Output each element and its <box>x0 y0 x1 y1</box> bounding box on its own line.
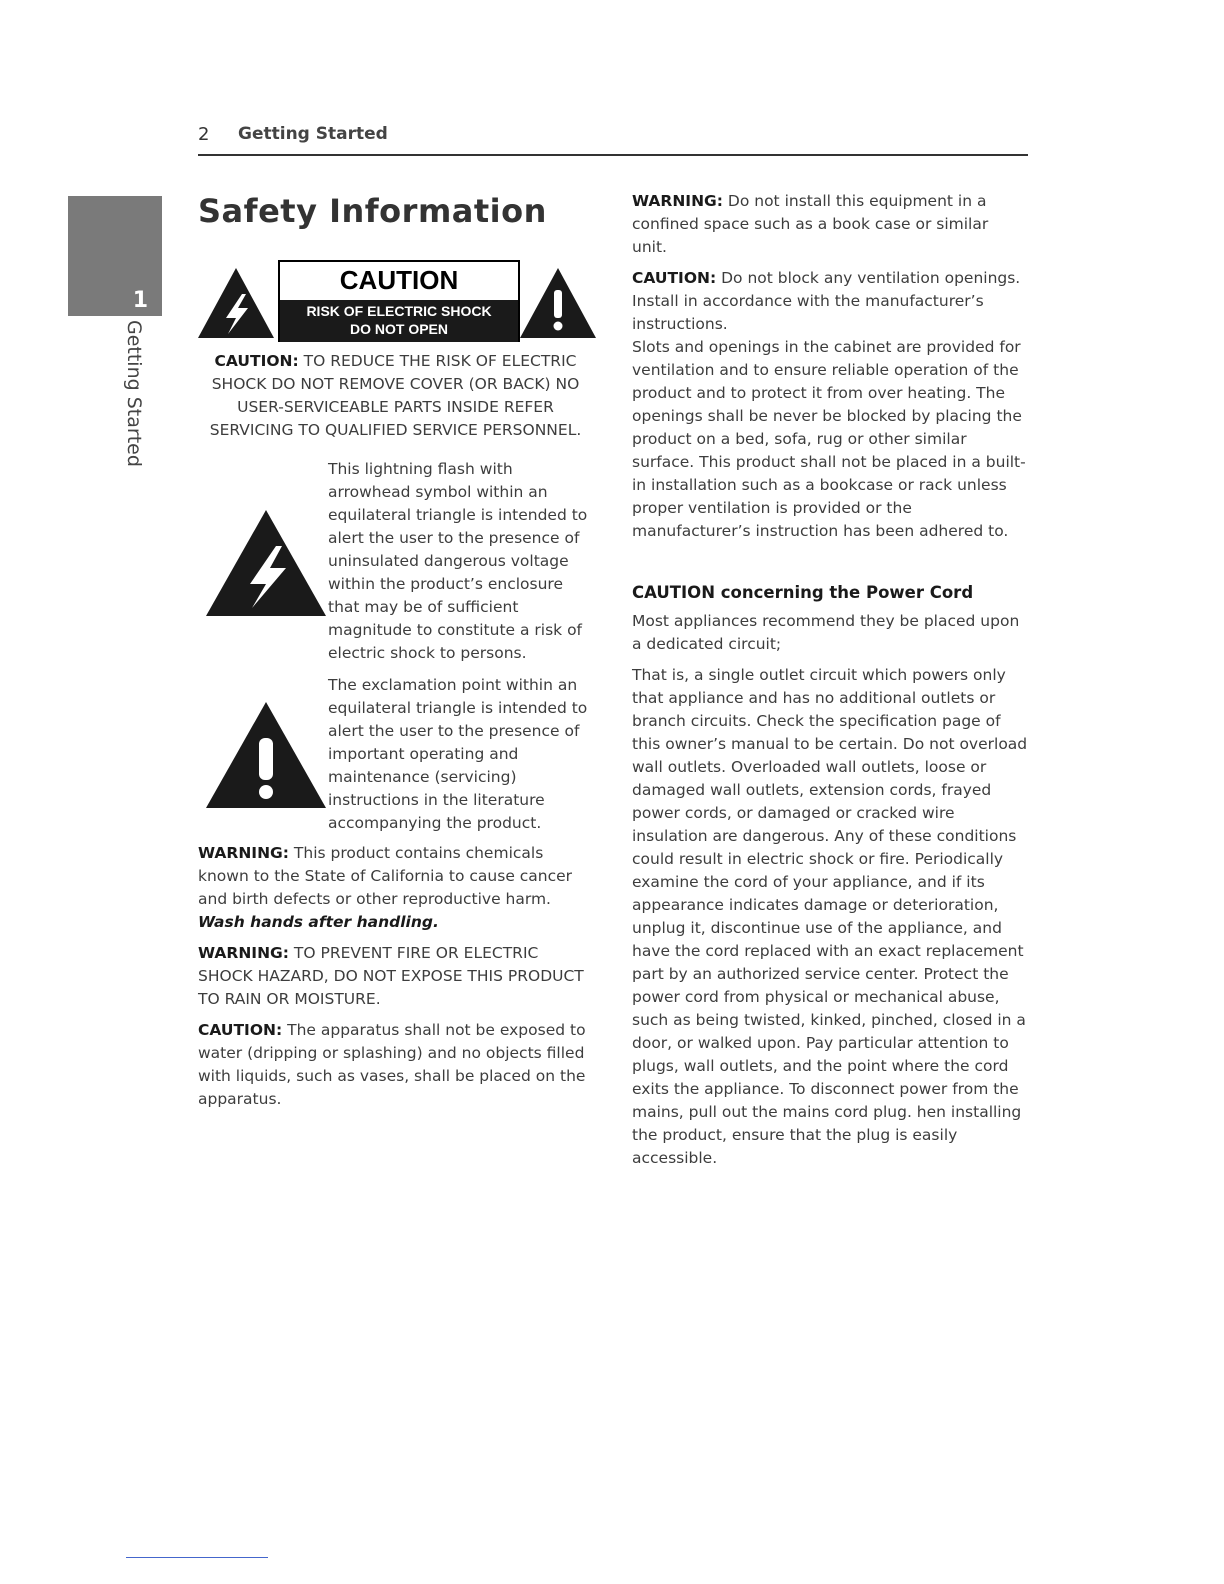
chapter-label: Getting Started <box>123 320 145 467</box>
lightning-warning-icon <box>198 268 274 338</box>
dedicated-circuit-paragraph: Most appliances recommend they be placed upon a dedicated circuit; <box>632 612 1020 653</box>
power-cord-heading: CAUTION concerning the Power Cord <box>632 583 974 602</box>
ventilation-caution <box>632 267 1028 336</box>
page-title: Safety Information <box>198 192 547 230</box>
lightning-triangle-icon <box>206 510 326 616</box>
caution-subtext <box>280 300 518 342</box>
warning-lead: WARNING: <box>198 844 289 862</box>
ventilation-paragraph: Slots and openings in the cabinet are provided for ventilation and to ensure reliable operation of the product and to protect it from over heating. The openings shall be never be blocked by placing the product on a bed, sofa, rug or other similar surface. This product shall not be placed in a built-in installation such as a bookcase or rack unless proper ventilation is provided or the manufacturer’s instruction has been adhered to. <box>632 338 1026 540</box>
warning-emphasis: Wash hands after handling. <box>198 913 439 931</box>
exclamation-triangle-icon <box>206 702 326 808</box>
section-name: Getting Started <box>238 124 388 144</box>
chapter-tab <box>68 196 162 316</box>
caution-subtext-line1: RISK OF ELECTRIC SHOCK <box>306 303 492 319</box>
warning-lead: WARNING: <box>632 192 723 210</box>
caution-body: Do not block any ventilation openings. Install in accordance with the manufacturer’s instructions. <box>632 269 1021 333</box>
caution-box <box>278 260 520 342</box>
warning-body: Do not install this equipment in a confined space such as a book case or similar unit. <box>632 192 989 256</box>
caution-subtext-line2: DO NOT OPEN <box>349 321 448 337</box>
chapter-number: 1 <box>132 288 148 313</box>
caution-label-graphic <box>198 256 593 342</box>
caution-lead: CAUTION: <box>214 352 299 370</box>
power-cord-paragraph: That is, a single outlet circuit which powers only that appliance and has no additional outlets or branch circuits. Check the specification page of this owner’s manual to be certain. Do not overload wall outlets. Overloaded wall outlets, loose or damaged wall outlets, extension cords, frayed power cords, or damaged or cracked wire insulation are dangerous. Any of these conditions could result in electric shock or fire. Periodically examine the cord of your appliance, and if its appearance indicates damage or deterioration, unplug it, discontinue use of the appliance, and have the cord replaced with an exact replacement part by an authorized service center. Protect the power cord from physical or mechanical abuse, such as being twisted, kinked, pinched, closed in a door, or walked upon. Pay particular attention to plugs, wall outlets, and the point where the cord exits the appliance. To disconnect power from the mains, pull out the mains cord plug. hen installing the product, ensure that the plug is easily accessible. <box>632 666 1028 1167</box>
lightning-description: This lightning flash with arrowhead symbol within an equilateral triangle is intended to alert the user to the presence of uninsulated dangerous voltage within the product’s enclosure that may be of sufficient magnitude to constitute a risk of electric shock to persons. <box>328 460 588 662</box>
liquid-caution <box>198 1019 593 1111</box>
footnote-rule <box>126 1557 268 1558</box>
confined-space-warning <box>632 190 1028 259</box>
caution-body: The apparatus shall not be exposed to water (dripping or splashing) and no objects filled with liquids, such as vases, shall be placed on the apparatus. <box>198 1021 586 1108</box>
right-column <box>632 190 1028 1178</box>
caution-heading: CAUTION <box>339 265 459 295</box>
caution-lead: CAUTION: <box>632 269 717 287</box>
warning-lead: WARNING: <box>198 944 289 962</box>
caution-statement <box>198 350 593 442</box>
exclamation-description: The exclamation point within an equilateral triangle is intended to alert the user to the presence of important operating and maintenance (servicing) instructions in the literature accompanying the product. <box>328 676 588 832</box>
california-warning <box>198 842 593 934</box>
left-warnings <box>198 842 593 1119</box>
rain-warning <box>198 942 593 1011</box>
caution-body: TO REDUCE THE RISK OF ELECTRIC SHOCK DO NOT REMOVE COVER (OR BACK) NO USER-SERVICEABLE PARTS INSIDE REFER SERVICING TO QUALIFIED SERVICE PERSONNEL. <box>209 352 582 439</box>
warning-body: TO PREVENT FIRE OR ELECTRIC SHOCK HAZARD, DO NOT EXPOSE THIS PRODUCT TO RAIN OR MOISTURE. <box>198 944 584 1008</box>
page-header <box>198 124 1028 156</box>
warning-body: This product contains chemicals known to the State of California to cause cancer and birth defects or other reproductive harm. <box>198 844 573 908</box>
exclamation-warning-icon <box>520 268 596 338</box>
page-number: 2 <box>198 124 210 145</box>
caution-lead: CAUTION: <box>198 1021 283 1039</box>
